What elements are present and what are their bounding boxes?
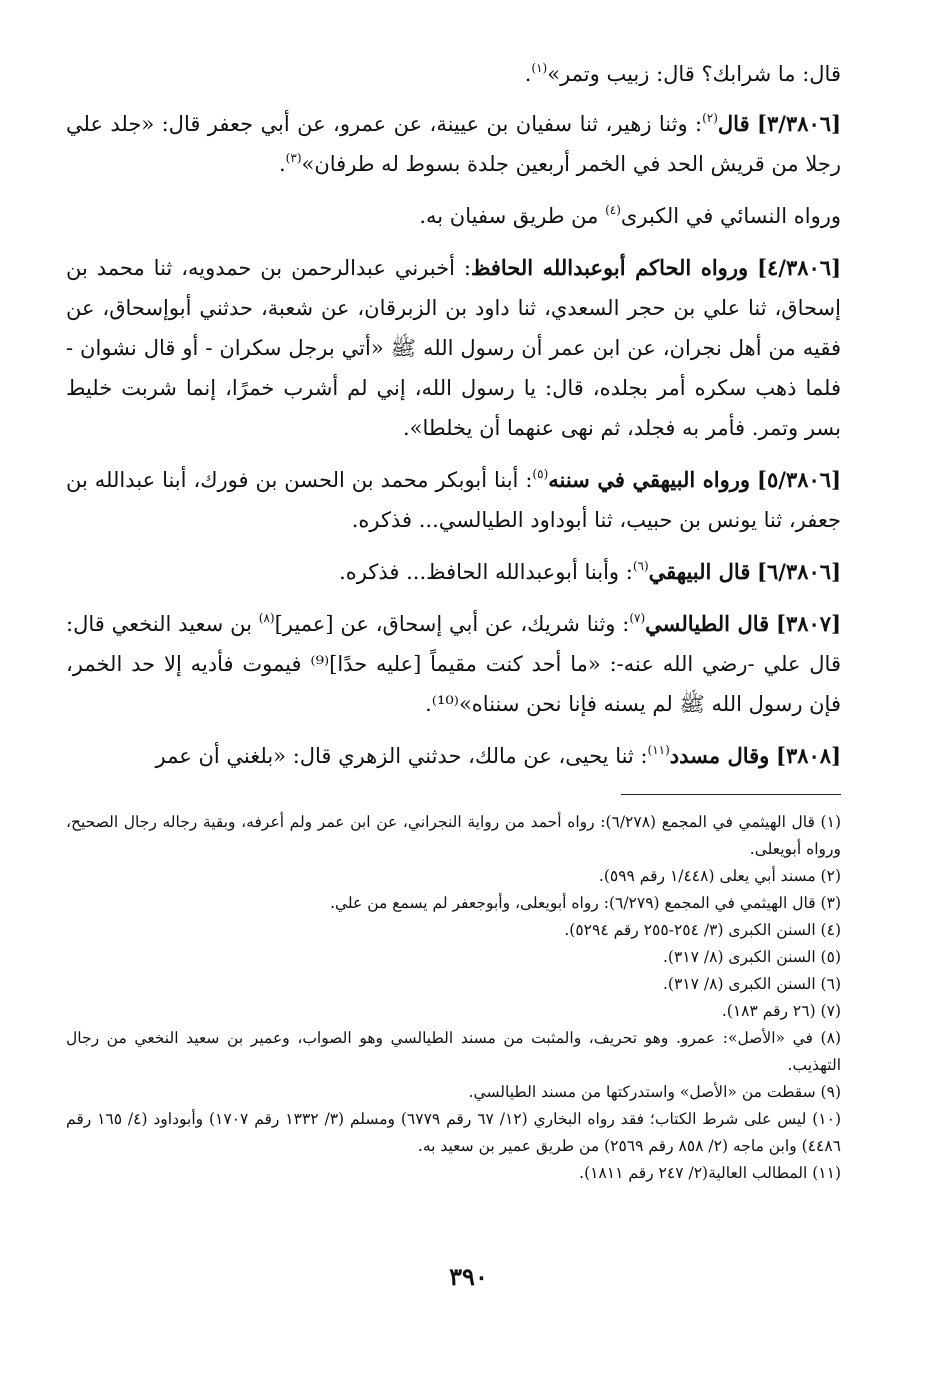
paragraph-text: : ثنا يحيى، عن مالك، حدثني الزهري قال: «بلغني أن عمر — [155, 744, 648, 768]
hadith-reference: [٣٨٠٧] — [776, 611, 841, 636]
hadith-reference: [٣٨٠٨] — [776, 743, 841, 768]
footnote-marker: (١١) — [647, 743, 670, 757]
hadith-reference: [٤/٣٨٠٦] — [757, 255, 842, 280]
footnote-marker: (٢) — [702, 111, 718, 125]
hadith-reference: [٣/٣٨٠٦] — [757, 111, 841, 136]
paragraph-6 — [66, 552, 841, 592]
paragraph-tail: بن سعيد النخعي قال: قال علي -رضي الله عنه-: «ما أحد كنت مقيماً [عليه حدًا]⁽⁹⁾ فيموت فأديه إلا حد الخمر، فإن رسول الله ﷺ لم يسنه فإنا نحن سنناه»⁽¹⁰⁾. — [66, 612, 841, 716]
footnote-marker: (٥) — [532, 467, 549, 481]
footnote-marker: (٦) — [632, 559, 649, 573]
hadith-reference: [٦/٣٨٠٦] — [757, 559, 841, 584]
footnotes — [66, 809, 841, 1187]
footnote-marker: (٤) — [605, 203, 621, 217]
hadith-lead: ورواه الحاكم أبوعبدالله الحافظ — [470, 255, 749, 280]
footnote-item: (١) قال الهيثمي في المجمع (٦/٢٧٨): رواه أحمد من رواية النجراني، عن ابن عمر ولم أعرفه، وبقية رجاله رجال الصحيح، ورواه أبويعلى. — [66, 813, 841, 858]
footnote-item: (٨) في «الأصل»: عمرو. وهو تحريف، والمثبت من مسند الطيالسي وهو الصواب، وعمير بن سعيد النخعي من رجال التهذيب. — [66, 1029, 841, 1074]
paragraph-text: : وثنا زهير، ثنا سفيان بن عيينة، عن عمرو، عن أبي جعفر قال: «جلد علي رجلا من قريش الحد في الخمر أربعين جلدة بسوط له طرفان» — [66, 112, 841, 176]
paragraph-2 — [66, 104, 841, 184]
footnote-item: (٣) قال الهيثمي في المجمع (٦/٢٧٩): رواه أبويعلى، وأبوجعفر لم يسمع من علي. — [330, 894, 841, 912]
paragraph-4 — [66, 248, 841, 448]
footnote-marker: (٨) — [258, 611, 275, 625]
page-body — [66, 54, 841, 1187]
footnote-item: (٤) السنن الكبرى (٣/ ٢٥٤-٢٥٥ رقم ٥٢٩٤). — [564, 921, 841, 939]
footnote-marker: (٣) — [285, 151, 302, 165]
paragraph-tail: . — [524, 62, 532, 86]
paragraph-7 — [66, 604, 841, 724]
hadith-reference: [٥/٣٨٠٦] — [757, 467, 841, 492]
hadith-lead: قال — [717, 111, 750, 136]
footnote-item: (٧) (٢٦ رقم ١٨٣). — [721, 1002, 841, 1020]
paragraph-tail: . — [402, 416, 410, 440]
footnote-item: (١٠) ليس على شرط الكتاب؛ فقد رواه البخاري (١٢/ ٦٧ رقم ٦٧٧٩) ومسلم (٣/ ١٣٣٢ رقم ١٧٠٧) وأبوداود (٤/ ١٦٥ رقم ٤٤٨٦) وابن ماجه (٢/ ٨٥٨ رقم ٢٥٦٩) من طريق عمير بن سعيد به. — [66, 1110, 841, 1155]
paragraph-text: : وأبنا أبوعبدالله الحافظ... فذكره. — [339, 560, 633, 584]
paragraph-text: : أخبرني عبدالرحمن بن حمدويه، ثنا محمد بن إسحاق، ثنا علي بن حجر السعدي، ثنا داود بن الزبرقان، عن شعبة، حدثني أبوإسحاق، عن فقيه من أهل نجران، عن ابن عمر أن رسول الله ﷺ «أتي برجل سكران - أو قال نشوان - فلما ذهب سكره أمر بجلده، قال: يا رسول الله، إني لم أشرب خمرًا، إنما شربت خليط بسر وتمر. فأمر به فجلد، ثم نهى عنهما أن يخلطا» — [66, 256, 841, 440]
paragraph-3 — [66, 196, 841, 236]
paragraph-1 — [66, 54, 841, 94]
hadith-lead: قال البيهقي — [648, 559, 751, 584]
paragraph-tail: من طريق سفيان به. — [419, 204, 606, 228]
footnote-item: (١١) المطالب العالية(٢/ ٢٤٧ رقم ١٨١١). — [579, 1164, 841, 1182]
hadith-lead: وقال مسدد — [669, 743, 770, 768]
paragraph-text: : أبنا أبوبكر محمد بن الحسن بن فورك، أبنا عبدالله بن جعفر، ثنا يونس بن حبيب، ثنا أبوداود الطيالسي... فذكره. — [66, 468, 841, 532]
footnote-item: (٦) السنن الكبرى (٨/ ٣١٧). — [662, 975, 841, 993]
footnote-item: (٥) السنن الكبرى (٨/ ٣١٧). — [662, 948, 841, 966]
hadith-lead: قال الطيالسي — [645, 611, 770, 636]
footnote-marker: (١) — [531, 61, 548, 75]
paragraph-text: ورواه النسائي في الكبرى — [620, 204, 841, 228]
hadith-lead: ورواه البيهقي في سننه — [548, 467, 751, 492]
paragraph-text: قال: ما شرابك؟ قال: زبيب وتمر» — [547, 62, 841, 86]
footnote-marker: (٧) — [629, 611, 646, 625]
paragraph-5 — [66, 460, 841, 540]
paragraph-text: : وثنا شريك، عن أبي إسحاق، عن [عمير] — [274, 612, 630, 636]
paragraph-tail: . — [278, 152, 286, 176]
page-number: ٣٩٠ — [449, 1262, 488, 1291]
paragraph-8 — [66, 736, 841, 776]
footnote-item: (٩) سقطت من «الأصل» واستدركتها من مسند الطيالسي. — [468, 1083, 841, 1101]
footnote-item: (٢) مسند أبي يعلى (١/٤٤٨ رقم ٥٩٩). — [598, 867, 841, 885]
footnote-separator — [621, 794, 841, 795]
